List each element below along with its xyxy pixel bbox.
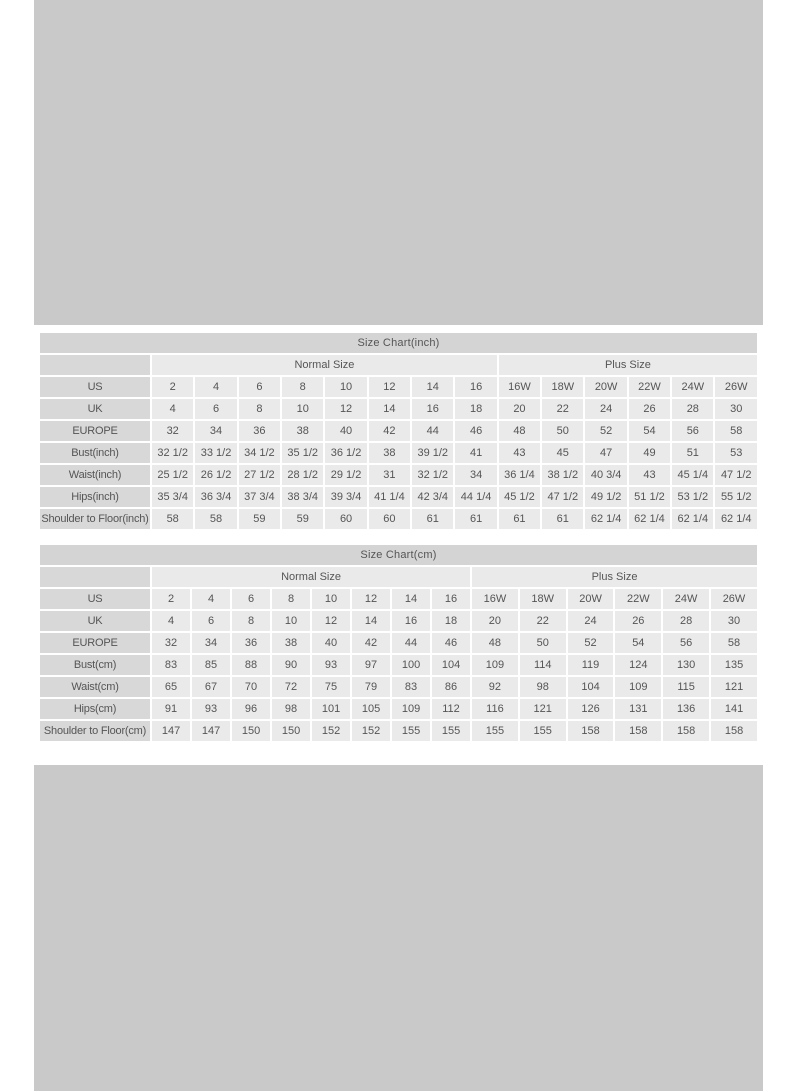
size-cell: 158: [615, 721, 661, 741]
size-cell: 10: [282, 399, 323, 419]
size-cell: 61: [499, 509, 540, 529]
size-cell: 26 1/2: [195, 465, 236, 485]
size-cell: 10: [272, 611, 310, 631]
size-cell: 96: [232, 699, 270, 719]
size-cell: 53: [715, 443, 757, 463]
size-cell: 48: [472, 633, 518, 653]
size-cell: 38 1/2: [542, 465, 583, 485]
size-cell: 33 1/2: [195, 443, 236, 463]
size-cell: 40: [312, 633, 350, 653]
size-cell: 28: [672, 399, 713, 419]
size-cell: 32 1/2: [412, 465, 453, 485]
size-cell: 10: [325, 377, 366, 397]
size-cell: 49: [629, 443, 670, 463]
size-cell: 20W: [585, 377, 626, 397]
table-row: [40, 355, 757, 375]
size-cell: 12: [369, 377, 410, 397]
size-cell: 83: [392, 677, 430, 697]
size-cell: 38: [282, 421, 323, 441]
size-cell: 90: [272, 655, 310, 675]
size-cell: 58: [715, 421, 757, 441]
size-cell: 40 3/4: [585, 465, 626, 485]
size-cell: 51 1/2: [629, 487, 670, 507]
size-cell: 62 1/4: [672, 509, 713, 529]
size-cell: 44: [392, 633, 430, 653]
size-cell: 150: [272, 721, 310, 741]
size-cell: 75: [312, 677, 350, 697]
size-cell: 24W: [672, 377, 713, 397]
size-cell: 45 1/2: [499, 487, 540, 507]
size-cell: 26: [615, 611, 661, 631]
size-cell: 16: [412, 399, 453, 419]
size-cell: 14: [392, 589, 430, 609]
size-cell: 22W: [629, 377, 670, 397]
size-cell: 39 1/2: [412, 443, 453, 463]
size-cell: 4: [195, 377, 236, 397]
size-cell: 136: [663, 699, 709, 719]
table-row: [40, 677, 757, 697]
size-cell: 8: [282, 377, 323, 397]
size-cell: 14: [352, 611, 390, 631]
size-cell: 24W: [663, 589, 709, 609]
size-cell: 12: [325, 399, 366, 419]
table-row: [40, 399, 757, 419]
size-cell: 38 3/4: [282, 487, 323, 507]
size-cell: 4: [152, 399, 193, 419]
size-cell: 62 1/4: [585, 509, 626, 529]
size-cell: 158: [663, 721, 709, 741]
size-cell: 50: [520, 633, 566, 653]
size-cell: 42: [369, 421, 410, 441]
size-cell: 83: [152, 655, 190, 675]
size-cell: 98: [272, 699, 310, 719]
size-cell: 65: [152, 677, 190, 697]
size-cell: 14: [412, 377, 453, 397]
size-cell: 59: [282, 509, 323, 529]
size-cell: 114: [520, 655, 566, 675]
row-label-cell: Bust(cm): [40, 655, 150, 675]
size-cell: 16W: [499, 377, 540, 397]
size-cell: 124: [615, 655, 661, 675]
row-label-cell: US: [40, 589, 150, 609]
size-cell: 53 1/2: [672, 487, 713, 507]
size-cell: 4: [152, 611, 190, 631]
size-cell: 44: [412, 421, 453, 441]
size-cell: 93: [192, 699, 230, 719]
size-cell: 48: [499, 421, 540, 441]
size-cell: 115: [663, 677, 709, 697]
size-cell: 31: [369, 465, 410, 485]
size-cell: 86: [432, 677, 470, 697]
table-row: [40, 633, 757, 653]
size-cell: 79: [352, 677, 390, 697]
size-cell: 16: [432, 589, 470, 609]
size-cell: 88: [232, 655, 270, 675]
size-cell: 26: [629, 399, 670, 419]
size-cell: 59: [239, 509, 280, 529]
size-cell: 49 1/2: [585, 487, 626, 507]
size-cell: 6: [232, 589, 270, 609]
size-cell: 26W: [711, 589, 757, 609]
size-cell: 131: [615, 699, 661, 719]
row-label-cell: UK: [40, 611, 150, 631]
size-cell: 20: [499, 399, 540, 419]
corner-cell: [40, 567, 150, 587]
size-cell: 35 1/2: [282, 443, 323, 463]
size-cell: 109: [615, 677, 661, 697]
size-cell: 22: [520, 611, 566, 631]
size-cell: 155: [520, 721, 566, 741]
size-cell: 61: [412, 509, 453, 529]
size-cell: 43: [499, 443, 540, 463]
row-label-cell: Shoulder to Floor(inch): [40, 509, 150, 529]
table-row: [40, 443, 757, 463]
size-cell: 44 1/4: [455, 487, 496, 507]
size-cell: 62 1/4: [629, 509, 670, 529]
size-cell: 60: [369, 509, 410, 529]
size-cell: 36 1/4: [499, 465, 540, 485]
size-cell: 56: [672, 421, 713, 441]
size-cell: 10: [312, 589, 350, 609]
size-cell: 27 1/2: [239, 465, 280, 485]
size-cell: 152: [312, 721, 350, 741]
size-cell: 34: [195, 421, 236, 441]
size-cell: 92: [472, 677, 518, 697]
size-cell: 24: [568, 611, 614, 631]
size-cell: 72: [272, 677, 310, 697]
size-cell: 32 1/2: [152, 443, 193, 463]
size-cell: 85: [192, 655, 230, 675]
size-cell: 25 1/2: [152, 465, 193, 485]
row-label-cell: UK: [40, 399, 150, 419]
size-cell: 32: [152, 421, 193, 441]
size-chart-cm-table: [38, 543, 759, 743]
size-cell: 4: [192, 589, 230, 609]
size-cell: 58: [195, 509, 236, 529]
row-label-cell: EUROPE: [40, 421, 150, 441]
size-cell: 116: [472, 699, 518, 719]
corner-cell: [40, 355, 150, 375]
size-cell: 42 3/4: [412, 487, 453, 507]
size-cell: 2: [152, 589, 190, 609]
size-cell: 22W: [615, 589, 661, 609]
size-cell: 34: [455, 465, 496, 485]
size-cell: 16: [455, 377, 496, 397]
size-cell: 54: [629, 421, 670, 441]
size-cell: 135: [711, 655, 757, 675]
size-cell: 60: [325, 509, 366, 529]
size-cell: 101: [312, 699, 350, 719]
size-cell: 38: [369, 443, 410, 463]
size-cell: 58: [152, 509, 193, 529]
row-label-cell: EUROPE: [40, 633, 150, 653]
table-row: [40, 545, 757, 565]
size-cell: 45 1/4: [672, 465, 713, 485]
size-cell: 93: [312, 655, 350, 675]
size-cell: 147: [192, 721, 230, 741]
size-cell: 8: [239, 399, 280, 419]
table-row: [40, 721, 757, 741]
size-cell: 18W: [520, 589, 566, 609]
size-cell: 8: [232, 611, 270, 631]
size-cell: 40: [325, 421, 366, 441]
row-label-cell: Hips(inch): [40, 487, 150, 507]
size-cell: 36: [239, 421, 280, 441]
size-cell: 2: [152, 377, 193, 397]
table-row: [40, 699, 757, 719]
size-cell: 14: [369, 399, 410, 419]
size-cell: 104: [432, 655, 470, 675]
size-cell: 38: [272, 633, 310, 653]
size-cell: 46: [432, 633, 470, 653]
size-cell: 70: [232, 677, 270, 697]
size-cell: 152: [352, 721, 390, 741]
size-cell: 30: [711, 611, 757, 631]
size-cell: 141: [711, 699, 757, 719]
size-cell: 41: [455, 443, 496, 463]
size-cell: 18: [455, 399, 496, 419]
table-row: [40, 487, 757, 507]
size-group-header: Normal Size: [152, 567, 470, 587]
size-cell: 34 1/2: [239, 443, 280, 463]
table-row: [40, 377, 757, 397]
size-cell: 41 1/4: [369, 487, 410, 507]
size-cell: 30: [715, 399, 757, 419]
size-chart-section: [34, 325, 763, 765]
size-cell: 20: [472, 611, 518, 631]
table-row: [40, 421, 757, 441]
size-cell: 47 1/2: [542, 487, 583, 507]
size-cell: 126: [568, 699, 614, 719]
size-cell: 155: [472, 721, 518, 741]
table-row: [40, 655, 757, 675]
size-cell: 147: [152, 721, 190, 741]
size-cell: 158: [711, 721, 757, 741]
table-row: [40, 509, 757, 529]
size-cell: 47: [585, 443, 626, 463]
size-cell: 55 1/2: [715, 487, 757, 507]
size-cell: 16: [392, 611, 430, 631]
row-label-cell: Waist(cm): [40, 677, 150, 697]
table-row: [40, 589, 757, 609]
size-cell: 28 1/2: [282, 465, 323, 485]
size-cell: 37 3/4: [239, 487, 280, 507]
size-cell: 150: [232, 721, 270, 741]
size-cell: 119: [568, 655, 614, 675]
size-cell: 61: [542, 509, 583, 529]
size-chart-inch-table: [38, 331, 759, 531]
size-cell: 109: [472, 655, 518, 675]
size-cell: 28: [663, 611, 709, 631]
size-cell: 51: [672, 443, 713, 463]
size-cell: 52: [568, 633, 614, 653]
size-cell: 32: [152, 633, 190, 653]
background-panel: [34, 0, 763, 1091]
size-cell: 18: [432, 611, 470, 631]
size-cell: 22: [542, 399, 583, 419]
size-group-header: Normal Size: [152, 355, 497, 375]
size-cell: 155: [432, 721, 470, 741]
size-cell: 121: [711, 677, 757, 697]
size-cell: 18W: [542, 377, 583, 397]
size-cell: 36 1/2: [325, 443, 366, 463]
size-cell: 67: [192, 677, 230, 697]
size-cell: 104: [568, 677, 614, 697]
size-chart-title: Size Chart(inch): [40, 333, 757, 353]
size-cell: 12: [312, 611, 350, 631]
size-cell: 35 3/4: [152, 487, 193, 507]
row-label-cell: Bust(inch): [40, 443, 150, 463]
size-cell: 52: [585, 421, 626, 441]
size-cell: 47 1/2: [715, 465, 757, 485]
size-cell: 100: [392, 655, 430, 675]
size-group-header: Plus Size: [472, 567, 757, 587]
size-cell: 43: [629, 465, 670, 485]
table-row: [40, 567, 757, 587]
size-cell: 36: [232, 633, 270, 653]
size-cell: 42: [352, 633, 390, 653]
size-cell: 158: [568, 721, 614, 741]
size-cell: 12: [352, 589, 390, 609]
size-cell: 36 3/4: [195, 487, 236, 507]
size-cell: 98: [520, 677, 566, 697]
size-cell: 155: [392, 721, 430, 741]
table-row: [40, 333, 757, 353]
size-cell: 8: [272, 589, 310, 609]
size-cell: 97: [352, 655, 390, 675]
size-cell: 20W: [568, 589, 614, 609]
size-cell: 6: [192, 611, 230, 631]
row-label-cell: Waist(inch): [40, 465, 150, 485]
table-row: [40, 465, 757, 485]
size-cell: 45: [542, 443, 583, 463]
size-cell: 16W: [472, 589, 518, 609]
size-cell: 61: [455, 509, 496, 529]
row-label-cell: US: [40, 377, 150, 397]
size-chart-title: Size Chart(cm): [40, 545, 757, 565]
size-group-header: Plus Size: [499, 355, 757, 375]
size-cell: 6: [195, 399, 236, 419]
size-cell: 56: [663, 633, 709, 653]
row-label-cell: Shoulder to Floor(cm): [40, 721, 150, 741]
size-cell: 29 1/2: [325, 465, 366, 485]
size-cell: 91: [152, 699, 190, 719]
size-cell: 109: [392, 699, 430, 719]
size-cell: 34: [192, 633, 230, 653]
size-cell: 105: [352, 699, 390, 719]
size-cell: 130: [663, 655, 709, 675]
table-row: [40, 611, 757, 631]
size-cell: 58: [711, 633, 757, 653]
size-cell: 54: [615, 633, 661, 653]
row-label-cell: Hips(cm): [40, 699, 150, 719]
size-cell: 6: [239, 377, 280, 397]
size-cell: 62 1/4: [715, 509, 757, 529]
size-cell: 112: [432, 699, 470, 719]
size-cell: 46: [455, 421, 496, 441]
size-cell: 26W: [715, 377, 757, 397]
size-cell: 24: [585, 399, 626, 419]
size-cell: 121: [520, 699, 566, 719]
size-cell: 39 3/4: [325, 487, 366, 507]
size-cell: 50: [542, 421, 583, 441]
